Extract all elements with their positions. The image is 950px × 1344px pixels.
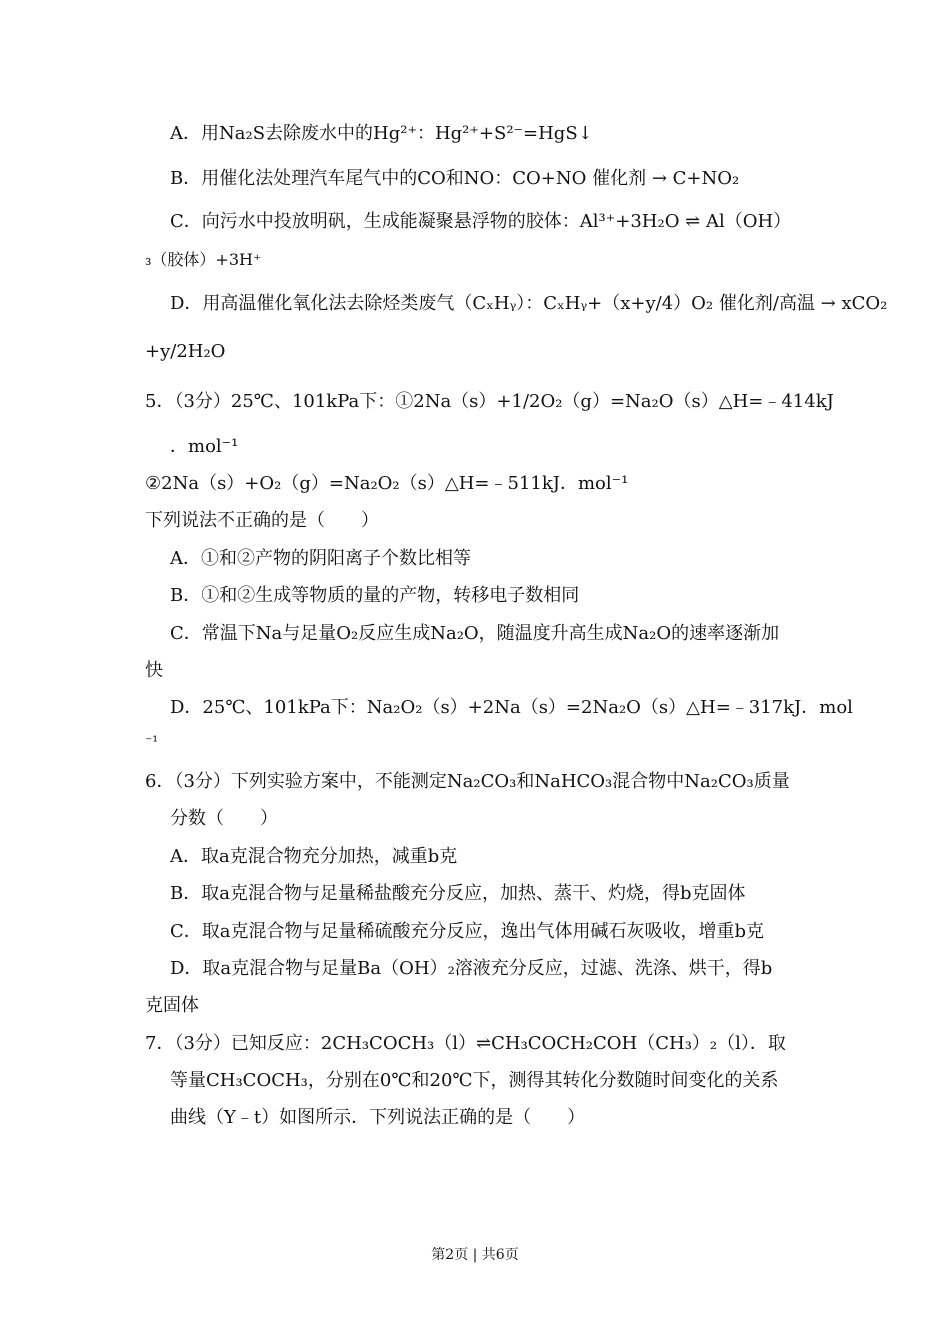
option-5b: B．①和②生成等物质的量的产物，转移电子数相同 [170,585,580,606]
option-4a: A．用Na₂S去除废水中的Hg²⁺：Hg²⁺+S²⁻=HgS↓ [170,123,593,144]
option-6b: B．取a克混合物与足量稀盐酸充分反应，加热、蒸干、灼烧，得b克固体 [170,883,746,904]
question-7-cont2: 曲线（Y﹣t）如图所示．下列说法正确的是（ ） [170,1107,586,1128]
option-5c-cont: 快 [145,660,163,681]
question-6-cont: 分数（ ） [170,808,278,829]
option-5d: D．25℃、101kPa下：Na₂O₂（s）+2Na（s）=2Na₂O（s）△H=﹣317kJ．mol [170,697,853,718]
option-6d-cont: 克固体 [145,995,199,1016]
option-4d: D．用高温催化氧化法去除烃类废气（CₓHᵧ）：CₓHᵧ+（x+y/4）O₂ 催化剂/高温 → xCO₂ [170,293,888,314]
option-5c: C．常温下Na与足量O₂反应生成Na₂O，随温度升高生成Na₂O的速率逐渐加 [170,623,780,644]
option-4d-cont: +y/2H₂O [145,341,226,362]
option-6d: D．取a克混合物与足量Ba（OH）₂溶液充分反应，过滤、洗涤、烘干，得b [170,958,773,979]
option-5d-cont: ⁻¹ [145,734,159,750]
option-6c: C．取a克混合物与足量稀硫酸充分反应，逸出气体用碱石灰吸收，增重b克 [170,921,765,942]
page-footer: 第2页 | 共6页 [431,1247,519,1263]
option-6a: A．取a克混合物充分加热，减重b克 [170,846,458,867]
question-5-cont: ．mol⁻¹ [170,436,239,457]
option-5a: A．①和②产物的阴阳离子个数比相等 [170,548,471,569]
question-5-eq2: ②2Na（s）+O₂（g）=Na₂O₂（s）△H=﹣511kJ．mol⁻¹ [145,473,629,494]
option-4c: C．向污水中投放明矾，生成能凝聚悬浮物的胶体：Al³⁺+3H₂O ⇌ Al（OH） [170,211,792,232]
question-5-prompt: 下列说法不正确的是（ ） [145,510,379,531]
question-6: 6．（3分）下列实验方案中，不能测定Na₂CO₃和NaHCO₃混合物中Na₂CO₃质量 [145,771,790,792]
question-5: 5．（3分）25℃、101kPa下：①2Na（s）+1/2O₂（g）=Na₂O（s）△H=﹣414kJ [145,391,834,412]
question-7-cont1: 等量CH₃COCH₃，分别在0℃和20℃下，测得其转化分数随时间变化的关系 [170,1070,779,1091]
option-4c-cont: ₃（胶体）+3H⁺ [145,250,262,269]
option-4b: B．用催化法处理汽车尾气中的CO和NO：CO+NO 催化剂 → C+NO₂ [170,168,740,189]
question-7: 7．（3分）已知反应：2CH₃COCH₃（l）⇌CH₃COCH₂COH（CH₃）₂（l）．取 [145,1033,786,1054]
